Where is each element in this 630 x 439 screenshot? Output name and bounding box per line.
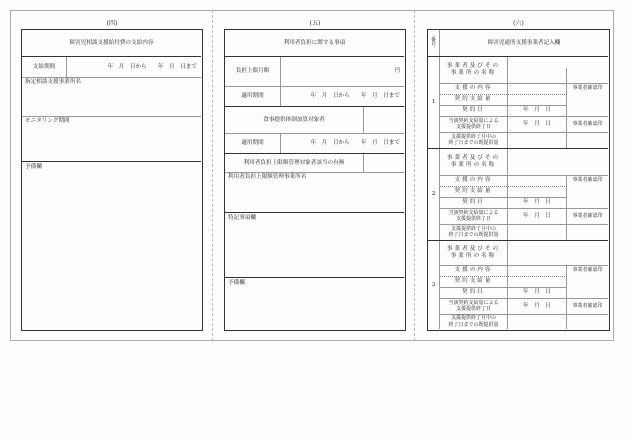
confirm-stamp-2: 事業者確認印	[572, 302, 603, 309]
panel-five-title: 利用者負担に関する事項	[283, 39, 346, 46]
provider-name-value[interactable]	[508, 241, 608, 265]
apply-period-value[interactable]: 年 月 日から 年 月 日まで	[310, 92, 400, 99]
panel-six-table	[427, 29, 610, 331]
panel-four-label: (四)	[106, 20, 118, 27]
provider-name-label: 事業者及びその 事業所の名称	[446, 246, 501, 259]
provider-name-value[interactable]	[508, 149, 608, 175]
support-end-value[interactable]: 年 月 日	[523, 120, 551, 127]
monitoring-period-field[interactable]: モニタリング期間	[25, 118, 70, 124]
limit-mgmt-label: 利用者負担上限額管理対象者該当の有無	[243, 159, 345, 166]
support-end-value[interactable]: 年 月 日	[523, 212, 551, 219]
meal-period-value[interactable]: 年 月 日から 年 月 日まで	[310, 139, 400, 146]
fold-line-2	[414, 10, 415, 341]
apply-period-label: 適用期間	[241, 92, 264, 99]
confirm-stamp-1: 事業者確認印	[572, 85, 603, 92]
provided-amount-label: 支援提供終了月中の 終了日までの既提供量	[448, 315, 499, 328]
confirm-stamp-2: 事業者確認印	[572, 120, 603, 127]
confirm-stamp-2: 事業者確認印	[572, 212, 603, 219]
support-period-value[interactable]: 年 月 日から 年 月 日まで	[107, 63, 197, 70]
confirm-stamp-1: 事業者確認印	[572, 177, 603, 184]
group-number: 1	[431, 99, 436, 105]
group-number: 3	[431, 281, 436, 288]
support-end-value[interactable]: 年 月 日	[523, 302, 551, 309]
contract-amount-label: 契約支給量	[454, 188, 493, 194]
contract-amount-label: 契約支給量	[454, 96, 493, 102]
panel-five-label: (五)	[309, 20, 321, 27]
reserve-field-five[interactable]: 予備欄	[228, 280, 245, 286]
panel-six-title: 障害児通所支援事業者記入欄	[487, 39, 561, 46]
meal-addition-label: 食事提供体制加算対象者	[263, 116, 325, 123]
contract-date-value[interactable]: 年 月 日	[523, 199, 551, 205]
burden-limit-value[interactable]: 円	[394, 68, 400, 74]
confirm-stamp-1: 事業者確認印	[572, 267, 603, 274]
support-content-label: 支援の内容	[454, 267, 493, 273]
panel-six-label: (六)	[513, 20, 524, 27]
meal-addition-value[interactable]	[364, 107, 404, 133]
burden-limit-label: 負担上限月額	[235, 68, 270, 74]
fold-line-1	[212, 10, 213, 341]
reserve-field[interactable]: 予備欄	[25, 164, 42, 170]
panel-five-table	[224, 29, 406, 331]
provided-amount-label: 支援提供終了月中の 終了日までの既提供量	[448, 133, 499, 146]
contract-date-value[interactable]: 年 月 日	[523, 107, 551, 113]
contract-date-label: 契約日	[462, 199, 485, 205]
provided-amount-label: 支援提供終了月中の 終了日までの既提供量	[448, 225, 499, 238]
support-content-label: 支援の内容	[454, 177, 493, 183]
provider-name-label: 事業者及びその 事業所の名称	[446, 63, 501, 76]
support-end-label: 当該契約支給量による 支援提供終了日	[448, 209, 499, 222]
support-content-label: 支援の内容	[454, 85, 493, 91]
group-number: 2	[431, 191, 436, 197]
limit-mgmt-office-field[interactable]: 利用者負担上限額管理事業所名	[228, 174, 307, 180]
contract-date-value[interactable]: 年 月 日	[523, 289, 551, 295]
contract-amount-label: 契約支給量	[454, 278, 493, 284]
panel-four-table	[21, 29, 203, 331]
support-end-label: 当該契約支給量による 支援提供終了日	[448, 117, 499, 130]
support-period-label: 支給期間	[32, 63, 56, 70]
limit-mgmt-value[interactable]	[364, 154, 404, 172]
designated-office-field[interactable]: 指定相談支援事業所名	[25, 79, 81, 85]
panel-four-title: 障害児相談支援給付費の支給内容	[69, 39, 154, 46]
contract-date-label: 契約日	[462, 107, 485, 113]
provider-name-label: 事業者及びその 事業所の名称	[446, 155, 501, 168]
meal-period-label: 適用期間	[241, 139, 264, 146]
number-header: 番号	[430, 36, 436, 48]
provider-name-value[interactable]	[508, 57, 608, 83]
support-end-label: 当該契約支給量による 支援提供終了日	[448, 299, 499, 312]
contract-date-label: 契約日	[462, 289, 485, 295]
special-notes-field[interactable]: 特記事項欄	[228, 215, 256, 221]
